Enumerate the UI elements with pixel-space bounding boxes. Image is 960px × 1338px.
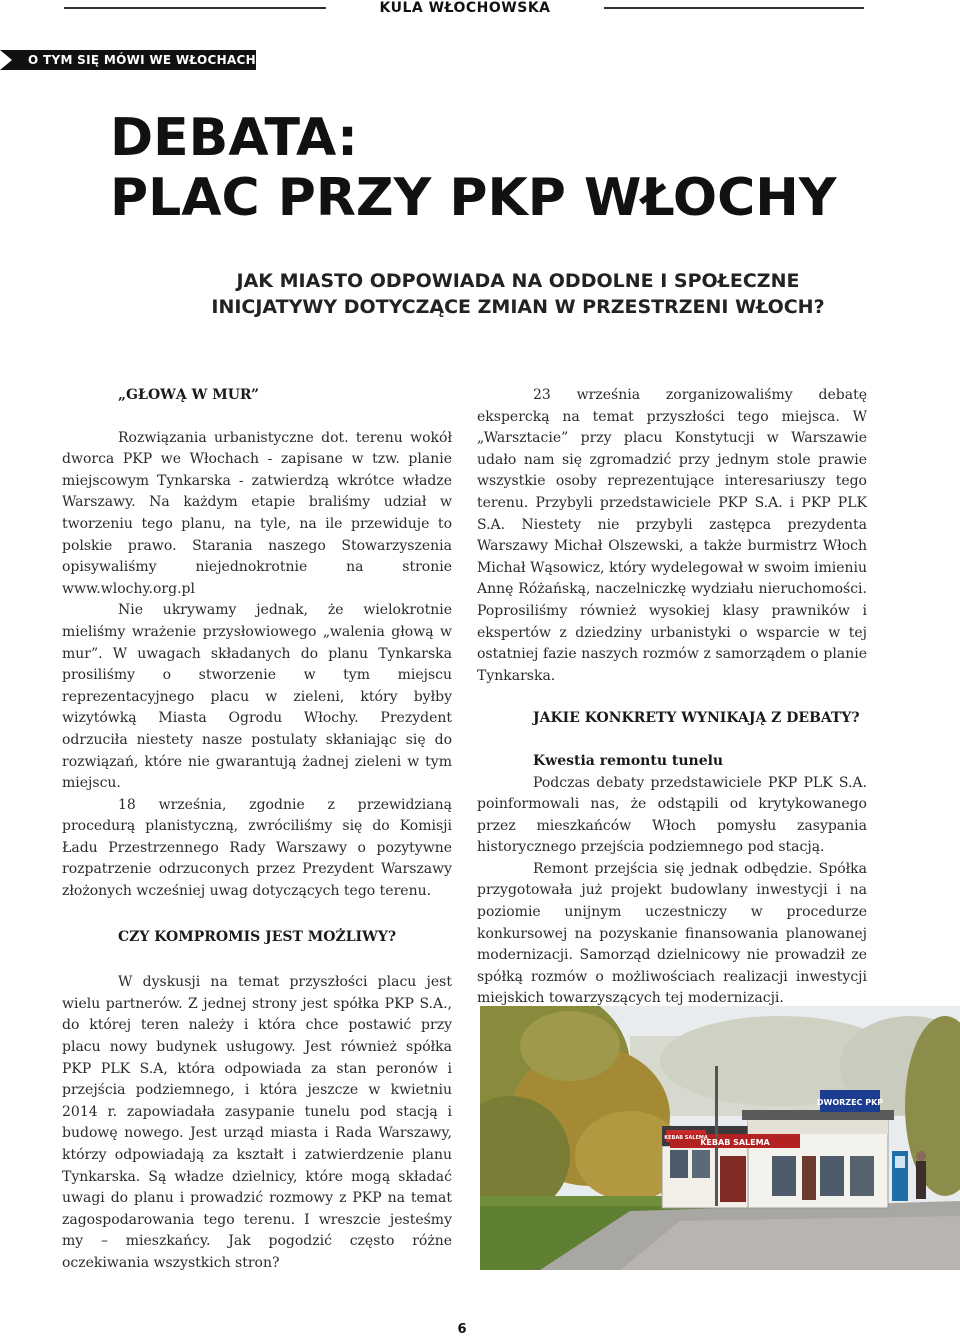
station-photo [480, 1006, 960, 1270]
section-heading: „GŁOWĄ W MUR” [118, 387, 260, 403]
left-column [62, 385, 452, 1275]
right-column [477, 385, 867, 1010]
sign-kebab-main-text: KEBAB SALEMA [700, 1138, 770, 1147]
title-line-2: PLAC PRZY PKP WŁOCHY [110, 168, 837, 228]
section-heading: JAKIE KONKRETY WYNIKAJĄ Z DEBATY? [533, 710, 860, 727]
paragraph: Podczas debaty przedstawiciele PKP PLK S.A. poinformowali nas, że odstąpili od krytykowanego przez mieszkańców Włoch pomysłu zasypania historycznego przejścia podziemnego pod stacją. [477, 774, 867, 856]
title-line-1: DEBATA: [110, 108, 358, 168]
section-tag [0, 50, 256, 70]
paragraph: Remont przejścia się jednak odbędzie. Spółka przygotowała już projekt budowlany inwestycji i na poziomie unijnym uczestniczy w procedurze konkursowej na pozyskanie finansowania planowanej modernizacji. Samorząd dzielnicowy nie prowadził ze spółką rozmów o możliwościach realizacji inwestycji miejskich towarzyszących tej modernizacji. [477, 860, 867, 1007]
article-title [110, 108, 910, 228]
subheading: Kwestia remontu tunelu [533, 752, 724, 769]
page-number: 6 [457, 1322, 467, 1337]
triangle-icon [0, 50, 12, 70]
sign-dworzec-text: DWORZEC PKP [816, 1098, 884, 1107]
header-rule-right [604, 7, 864, 9]
paragraph: Rozwiązania urbanistyczne dot. terenu wokół dworca PKP we Włochach - zapisane w tzw. planie miejscowym Tynkarska - zatwierdzą wkrótce władze Warszawy. Na każdym etapie braliśmy udział w tworzeniu tego planu, na tyle, na ile przewiduje to polskie prawo. Starania naszego Stowarzyszenia opisywaliśmy niejednokrotnie na stronie www.wlochy.org.pl [62, 429, 452, 597]
paragraph: 23 września zorganizowaliśmy debatę ekspercką na temat przyszłości tego miejsca. W „Warsztacie” przy placu Konstytucji w Warszawie udało nam się zgromadzić przy jednym stole prawie wszystkie osoby reprezentujące interesariuszy tego terenu. Przybyli przedstawiciele PKP S.A. i PKP PLK S.A. Niestety nie przybyli zastępca prezydenta Warszawy Michał Olszewski, a także burmistrz Włoch Michał Wąsowicz, który wydelegował w swoim imieniu Annę Różańską, naczelniczkę wydziału nieruchomości. Poprosiliśmy również wysokiej klasy prawników i ekspertów z dziedziny urbanistyki o wsparcie w tej ostatniej fazie naszych rozmów z samorządem o planie Tynkarska. [477, 387, 867, 684]
subtitle-line-1: JAK MIASTO ODPOWIADA NA ODDOLNE I SPOŁECZNE [236, 270, 800, 292]
paragraph: W dyskusji na temat przyszłości placu jest wielu partnerów. Z jednej strony jest spółka PKP S.A., do której teren należy i która chce postawić przy placu nowy budynek usługowy. Jest również spółka PKP PLK S.A, która odpowiada za stan peronów i przejścia podziemnego, i która jeszcze w kwietniu 2014 r. zapowiadała zasypanie tunelu pod stacją i budowę nowego. Jest urząd miasta i Rada Warszawy, którzy odpowiadają za kształt i zatwierdzenie planu Tynkarska. Są władze dzielnicy, które mogą składać uwagi do planu i prowadzić rozmowy z PKP na temat zagospodarowania tego terenu. I wreszcie jesteśmy my – mieszkańcy. Jak pogodzić często różne oczekiwania wszystkich stron? [62, 974, 452, 1271]
header-rule-left [64, 7, 326, 9]
subtitle-line-2: INICJATYWY DOTYCZĄCE ZMIAN W PRZESTRZENI WŁOCH? [211, 296, 825, 318]
section-heading: CZY KOMPROMIS JEST MOŻLIWY? [118, 928, 397, 945]
section-label: O TYM SIĘ MÓWI WE WŁOCHACH [28, 53, 256, 67]
article-subtitle [168, 268, 868, 320]
paragraph: Nie ukrywamy jednak, że wielokrotnie mieliśmy wrażenie przysłowiowego „walenia głową w mur”. W uwagach składanych do planu Tynkarska prosiliśmy o stworzenie w tym miejscu reprezentacyjnego placu w zieleni, który byłby wizytówką Miasta Ogrodu Włochy. Prezydent odrzuciła niestety nasze postulaty skłaniając się do rozwiązań, które nie gwarantują żadnej zieleni w tym miejscu. [62, 602, 452, 792]
sign-kebab-top-text: KEBAB SALEMA [664, 1135, 708, 1141]
paragraph: 18 września, zgodnie z przewidzianą procedurą planistyczną, zwróciliśmy się do Komisji Ładu Przestrzennego Rady Warszawy o pozytywne rozpatrzenie odrzuconych przez Prezydent Warszawy złożonych wcześniej uwag dotyczących tego terenu. [62, 796, 452, 900]
magazine-title: KULA WŁOCHOWSKA [379, 0, 551, 16]
